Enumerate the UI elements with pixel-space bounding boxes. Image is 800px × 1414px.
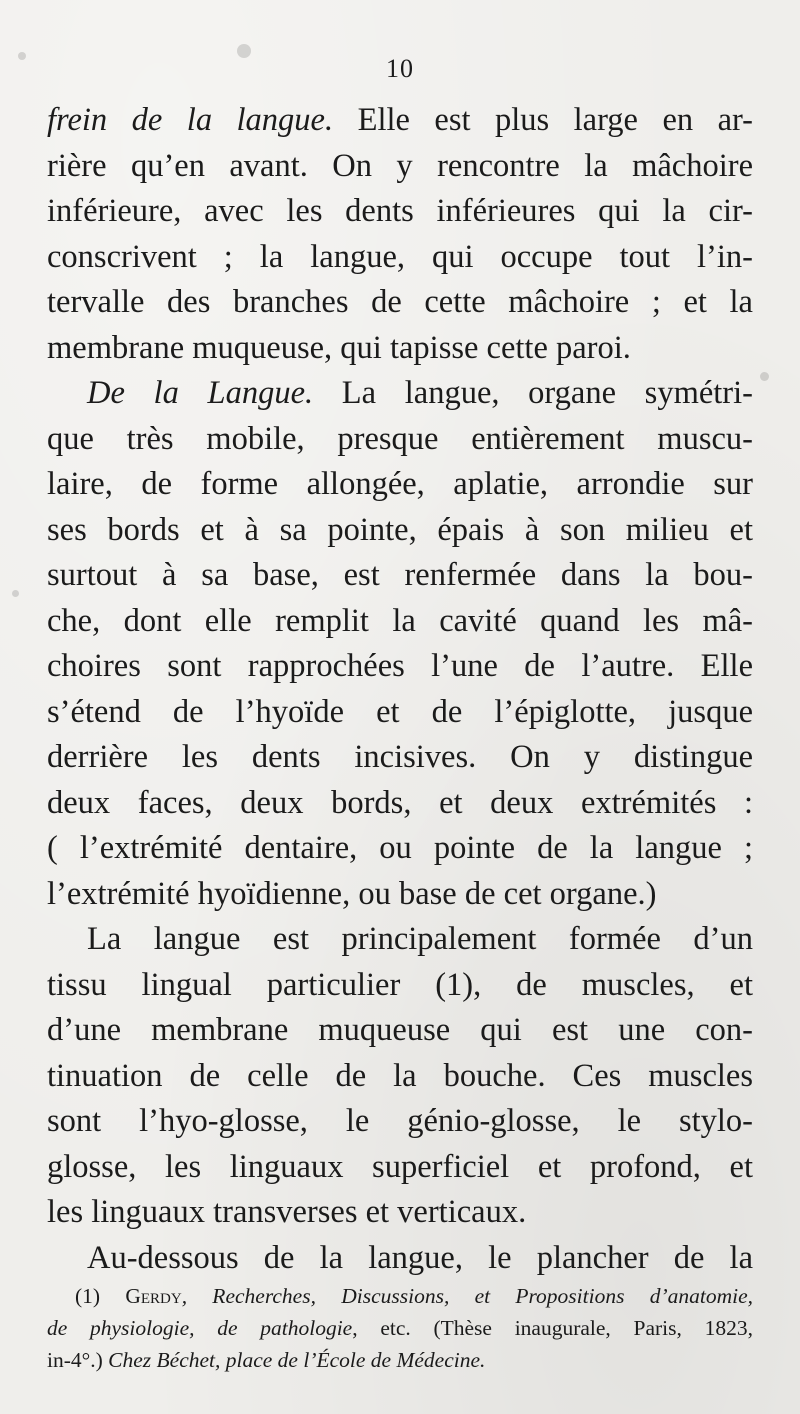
text-segment: frein de la langue. xyxy=(47,102,334,138)
text-line xyxy=(47,326,753,372)
text-line xyxy=(47,690,753,736)
text-line xyxy=(47,1190,753,1236)
text-segment: surtout à sa base, est renfermée dans la bou- xyxy=(47,557,753,593)
footnote-line xyxy=(47,1344,753,1376)
text-segment: Elle est plus large en ar- xyxy=(333,102,753,138)
text-segment: derrière les dents incisives. On y distingue xyxy=(47,739,753,775)
text-segment: laire, de forme allongée, aplatie, arrondie sur xyxy=(47,466,753,502)
text-segment: ( l’extrémité dentaire, ou pointe de la langue ; xyxy=(47,830,753,866)
text-line xyxy=(47,189,753,235)
footnote-segment: (1) xyxy=(75,1284,126,1308)
text-segment: l’extrémité hyoïdienne, ou base de cet organe.) xyxy=(47,875,657,912)
text-line xyxy=(47,371,753,417)
text-segment: tinuation de celle de la bouche. Ces muscles xyxy=(47,1057,753,1094)
text-line xyxy=(47,917,753,963)
paper-speck xyxy=(12,590,19,597)
text-line xyxy=(47,963,753,1009)
text-line xyxy=(47,1099,753,1145)
text-segment: Au-dessous de la langue, le plancher de la xyxy=(87,1239,753,1276)
text-segment: tervalle des branches de cette mâchoire ; et la xyxy=(47,284,753,320)
text-segment: que très mobile, presque entièrement muscu- xyxy=(47,420,753,457)
text-segment: choires sont rapprochées l’une de l’autre. Elle xyxy=(47,648,753,684)
text-line xyxy=(47,280,753,326)
text-line xyxy=(47,872,753,918)
text-line xyxy=(47,235,753,281)
footnote-segment: Chez Béchet, place de l’École de Médecine. xyxy=(108,1348,486,1372)
text-line xyxy=(47,599,753,645)
text-segment: La langue, organe symétri- xyxy=(313,375,753,411)
text-segment: che, dont elle remplit la cavité quand les mâ- xyxy=(47,602,753,639)
text-line xyxy=(47,1054,753,1100)
text-segment: membrane muqueuse, qui tapisse cette paroi. xyxy=(47,329,631,366)
text-segment: conscrivent ; la langue, qui occupe tout l’in- xyxy=(47,238,753,275)
text-segment: les linguaux transverses et verticaux. xyxy=(47,1194,527,1230)
footnote xyxy=(47,1280,753,1376)
text-segment: deux faces, deux bords, et deux extrémités : xyxy=(47,784,753,821)
body-text xyxy=(47,98,753,1281)
text-line xyxy=(47,781,753,827)
text-line xyxy=(47,462,753,508)
text-line xyxy=(47,1145,753,1191)
text-segment: rière qu’en avant. On y rencontre la mâchoire xyxy=(47,147,753,184)
text-segment: La langue est principalement formée d’un xyxy=(87,921,753,957)
text-segment: s’étend de l’hyoïde et de l’épiglotte, jusque xyxy=(47,693,753,730)
text-segment: tissu lingual particulier (1), de muscles, et xyxy=(47,966,753,1003)
text-segment: d’une membrane muqueuse qui est une con- xyxy=(47,1012,753,1048)
paper-speck xyxy=(18,52,26,60)
text-segment: inférieure, avec les dents inférieures qui la cir- xyxy=(47,193,753,229)
text-line xyxy=(47,508,753,554)
text-line xyxy=(47,417,753,463)
footnote-line xyxy=(47,1312,753,1344)
text-line xyxy=(47,1236,753,1282)
footnote-segment: Gerdy xyxy=(125,1284,182,1308)
text-line xyxy=(47,644,753,690)
text-segment: De la Langue. xyxy=(87,375,314,411)
footnote-segment: , etc. (Thèse inaugurale, Paris, 1823, xyxy=(352,1316,753,1340)
text-segment: ses bords et à sa pointe, épais à son milieu et xyxy=(47,511,753,548)
footnote-segment: in-4°.) xyxy=(47,1348,109,1372)
footnote-segment: , Recherches, Discussions, et Propositions d’anatomie, xyxy=(181,1284,753,1308)
text-line xyxy=(47,553,753,599)
footnote-segment: de physiologie, de pathologie xyxy=(47,1316,353,1340)
text-line xyxy=(47,735,753,781)
footnote-line xyxy=(47,1280,753,1312)
paper-speck xyxy=(760,372,769,381)
text-line xyxy=(47,826,753,872)
text-line xyxy=(47,1008,753,1054)
page-number: 10 xyxy=(386,54,414,83)
paper-speck xyxy=(237,44,251,58)
text-line xyxy=(47,144,753,190)
text-segment: glosse, les linguaux superficiel et profond, et xyxy=(47,1148,753,1185)
text-line xyxy=(47,98,753,144)
text-segment: sont l’hyo-glosse, le génio-glosse, le stylo- xyxy=(47,1103,753,1139)
